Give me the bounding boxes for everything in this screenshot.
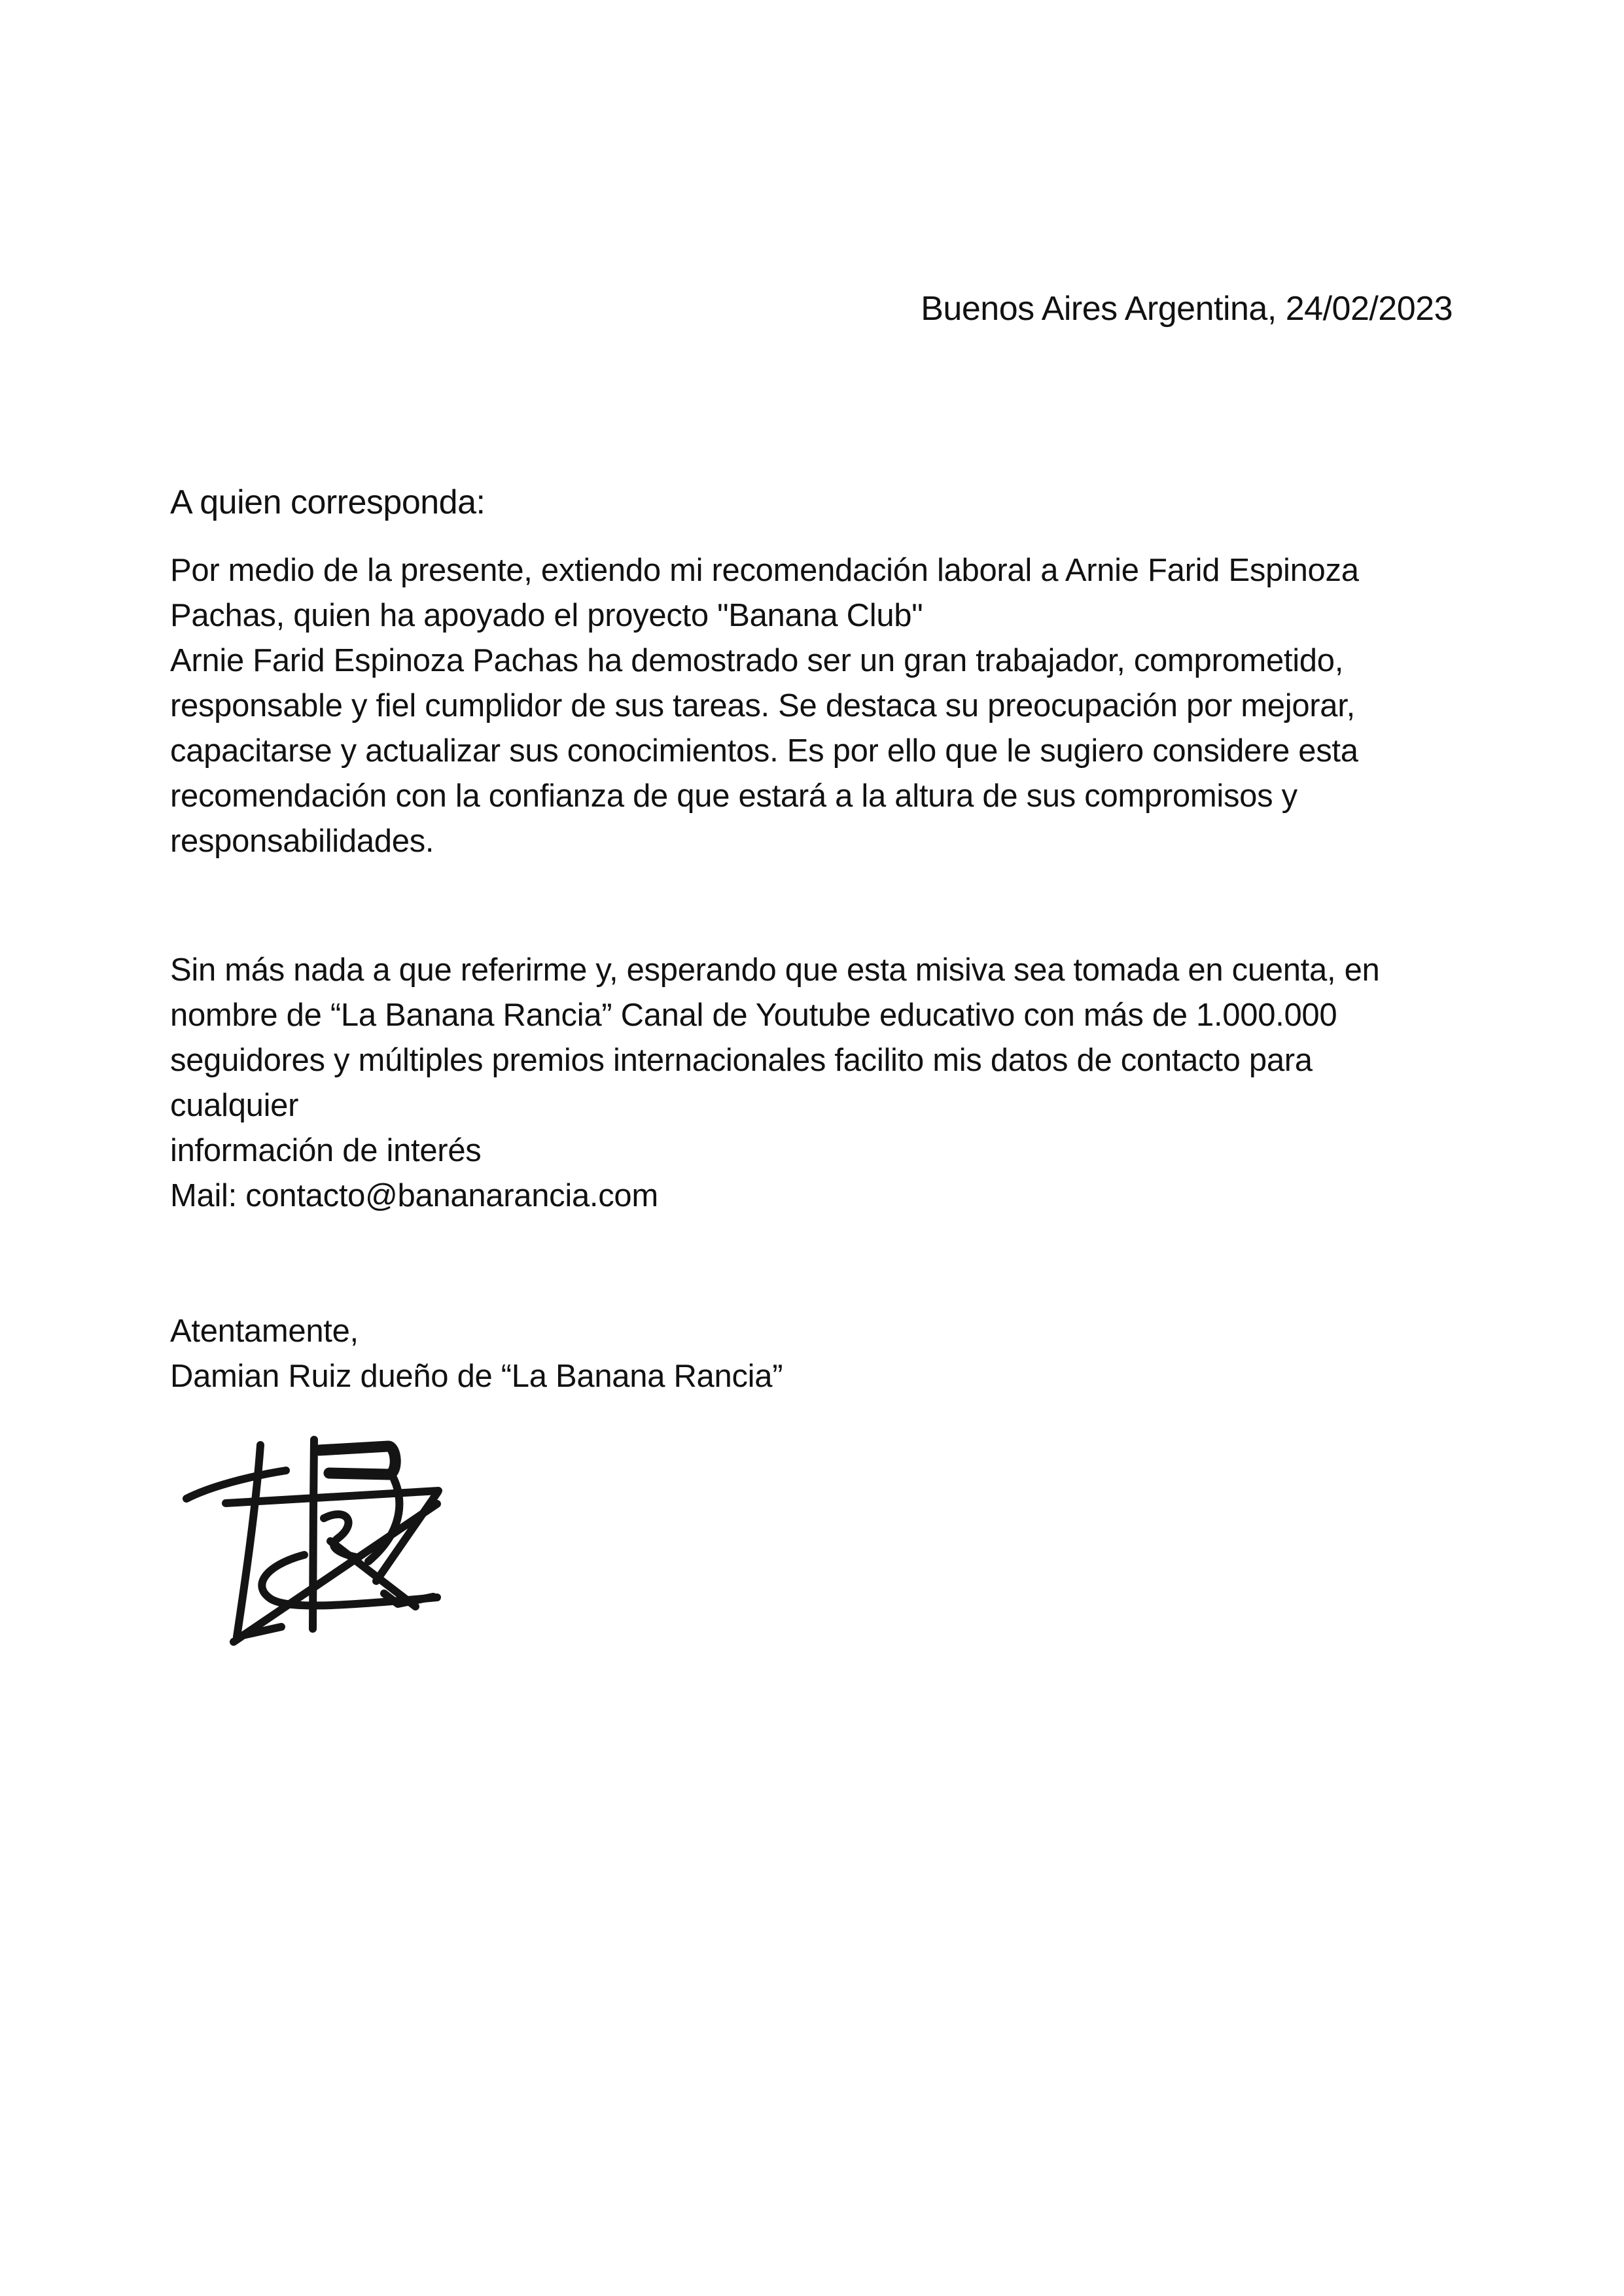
paragraph-line: responsable y fiel cumplidor de sus tareas. Se destaca su preocupación por mejorar, [170,688,1355,723]
paragraph-line: Sin más nada a que referirme y, esperando que esta misiva sea tomada en cuenta, en [170,952,1380,988]
body-paragraph-1 [170,548,1359,864]
paragraph-line: seguidores y múltiples premios internacionales facilito mis datos de contacto para [170,1043,1313,1078]
paragraph-line: Arnie Farid Espinoza Pachas ha demostrado ser un gran trabajador, comprometido, [170,643,1344,678]
date-line: Buenos Aires Argentina, 24/02/2023 [921,290,1453,328]
signer-name-line: Damian Ruiz dueño de “La Banana Rancia” [170,1359,783,1394]
paragraph-line: Por medio de la presente, extiendo mi recomendación laboral a Arnie Farid Espinoza [170,553,1359,588]
paragraph-line: recomendación con la confianza de que estará a la altura de sus compromisos y [170,778,1297,814]
body-paragraph-2 [170,948,1379,1219]
paragraph-line: cualquier [170,1088,299,1123]
paragraph-line: responsabilidades. [170,824,434,859]
closing-block [170,1309,783,1399]
paragraph-line: capacitarse y actualizar sus conocimientos. Es por ello que le sugiero considere esta [170,733,1358,769]
email-line: Mail: contacto@bananarancia.com [170,1178,658,1213]
salutation: A quien corresponda: [170,483,485,521]
closing-line: Atentamente, [170,1313,359,1349]
paragraph-line: nombre de “La Banana Rancia” Canal de Youtube educativo con más de 1.000.000 [170,998,1337,1033]
paragraph-line: Pachas, quien ha apoyado el proyecto "Banana Club" [170,598,923,633]
paragraph-line: información de interés [170,1133,482,1168]
handwritten-signature-scribble [180,1436,445,1648]
